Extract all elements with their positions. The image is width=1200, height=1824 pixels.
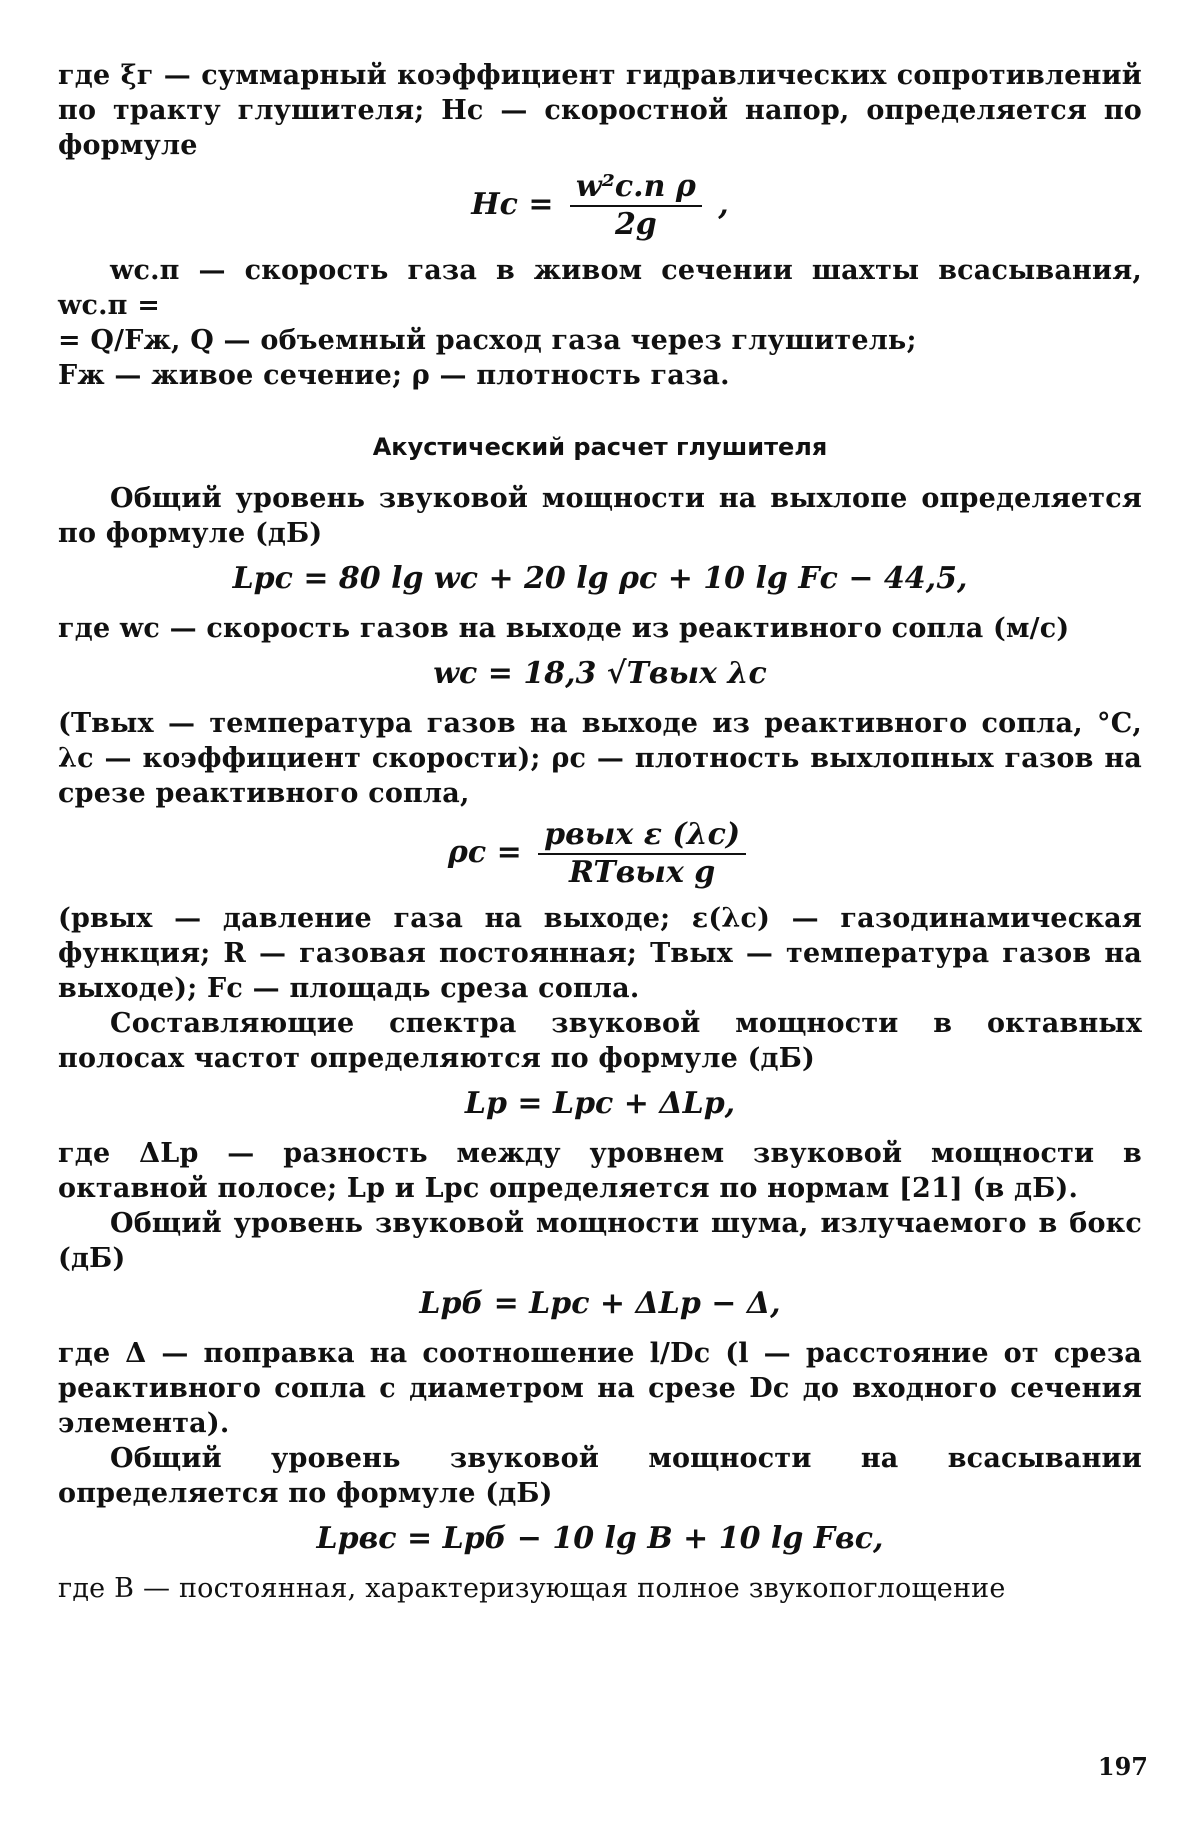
formula-box-power: Lрб = Lрс + ΔLр − Δ, [419, 1286, 781, 1321]
formula-fraction [538, 817, 746, 891]
fraction-denominator: RTвых g [569, 855, 716, 890]
formula-fraction [570, 169, 702, 243]
section-heading: Акустический расчет глушителя [372, 433, 828, 461]
paragraph-octave-difference: где ΔLр — разность между уровнем звуковой мощности в октавной полосе; Lр и Lрс определяется по нормам [21] (в дБ). [58, 1138, 1142, 1204]
formula-velocity-head [58, 169, 1142, 243]
formula-lhs: ρс = [447, 835, 522, 870]
formula-nozzle-velocity: wс = 18,3 √Tвых λс [433, 656, 767, 691]
paragraph-gas-flow: = Q/Fж, Q — объемный расход газа через глушитель; [58, 325, 917, 356]
paragraph-gas-velocity: wс.п — скорость газа в живом сечении шахты всасывания, wс.п = [58, 255, 1142, 321]
paragraph-pressure: (pвых — давление газа на выходе; ε(λс) — газодинамическая функция; R — газовая постоянная; Tвых — температура газов на выходе); Fс — площадь среза сопла. [58, 903, 1142, 1004]
formula-lhs: Hс = [471, 187, 554, 222]
paragraph-definition-xi: где ξг — суммарный коэффициент гидравлических сопротивлений по тракту глушителя; Hс — скоростной напор, определяется по формуле [58, 60, 1142, 161]
paragraph-correction: где Δ — поправка на соотношение l/Dс (l — расстояние от среза реактивного сопла с диаметром на срезе Dс до входного сечения элемента). [58, 1338, 1142, 1439]
paragraph-constant-b: где B — постоянная, характеризующая полное звукопоглощение [58, 1573, 1006, 1604]
formula-density [58, 817, 1142, 891]
paragraph-temperature: (Tвых — температура газов на выходе из реактивного сопла, °С, λс — коэффициент скорости); ρс — плотность выхлопных газов на срезе реактивного сопла, [58, 708, 1142, 809]
paragraph-spectrum: Составляющие спектра звуковой мощности в октавных полосах частот определяются по формуле (дБ) [58, 1008, 1142, 1074]
formula-intake-power: Lрвс = Lрб − 10 lg B + 10 lg Fвс, [316, 1521, 884, 1556]
paragraph-exhaust-power: Общий уровень звуковой мощности на выхлопе определяется по формуле (дБ) [58, 483, 1142, 549]
fraction-denominator: 2g [614, 207, 657, 242]
paragraph-intake-power: Общий уровень звуковой мощности на всасывании определяется по формуле (дБ) [58, 1443, 1142, 1509]
formula-spectrum: Lр = Lрс + ΔLр, [464, 1086, 736, 1121]
fraction-numerator: w²с.п ρ [570, 169, 702, 207]
paragraph-box-power: Общий уровень звуковой мощности шума, излучаемого в бокс (дБ) [58, 1208, 1142, 1274]
formula-exhaust-power: Lрс = 80 lg wс + 20 lg ρс + 10 lg Fс − 44,5, [232, 561, 968, 596]
formula-tail: , [718, 187, 729, 222]
paragraph-live-section: Fж — живое сечение; ρ — плотность газа. [58, 360, 730, 391]
page-number: 197 [1097, 1752, 1148, 1781]
fraction-numerator: pвых ε (λс) [538, 817, 746, 855]
paragraph-nozzle-velocity: где wс — скорость газов на выходе из реактивного сопла (м/с) [58, 613, 1070, 644]
